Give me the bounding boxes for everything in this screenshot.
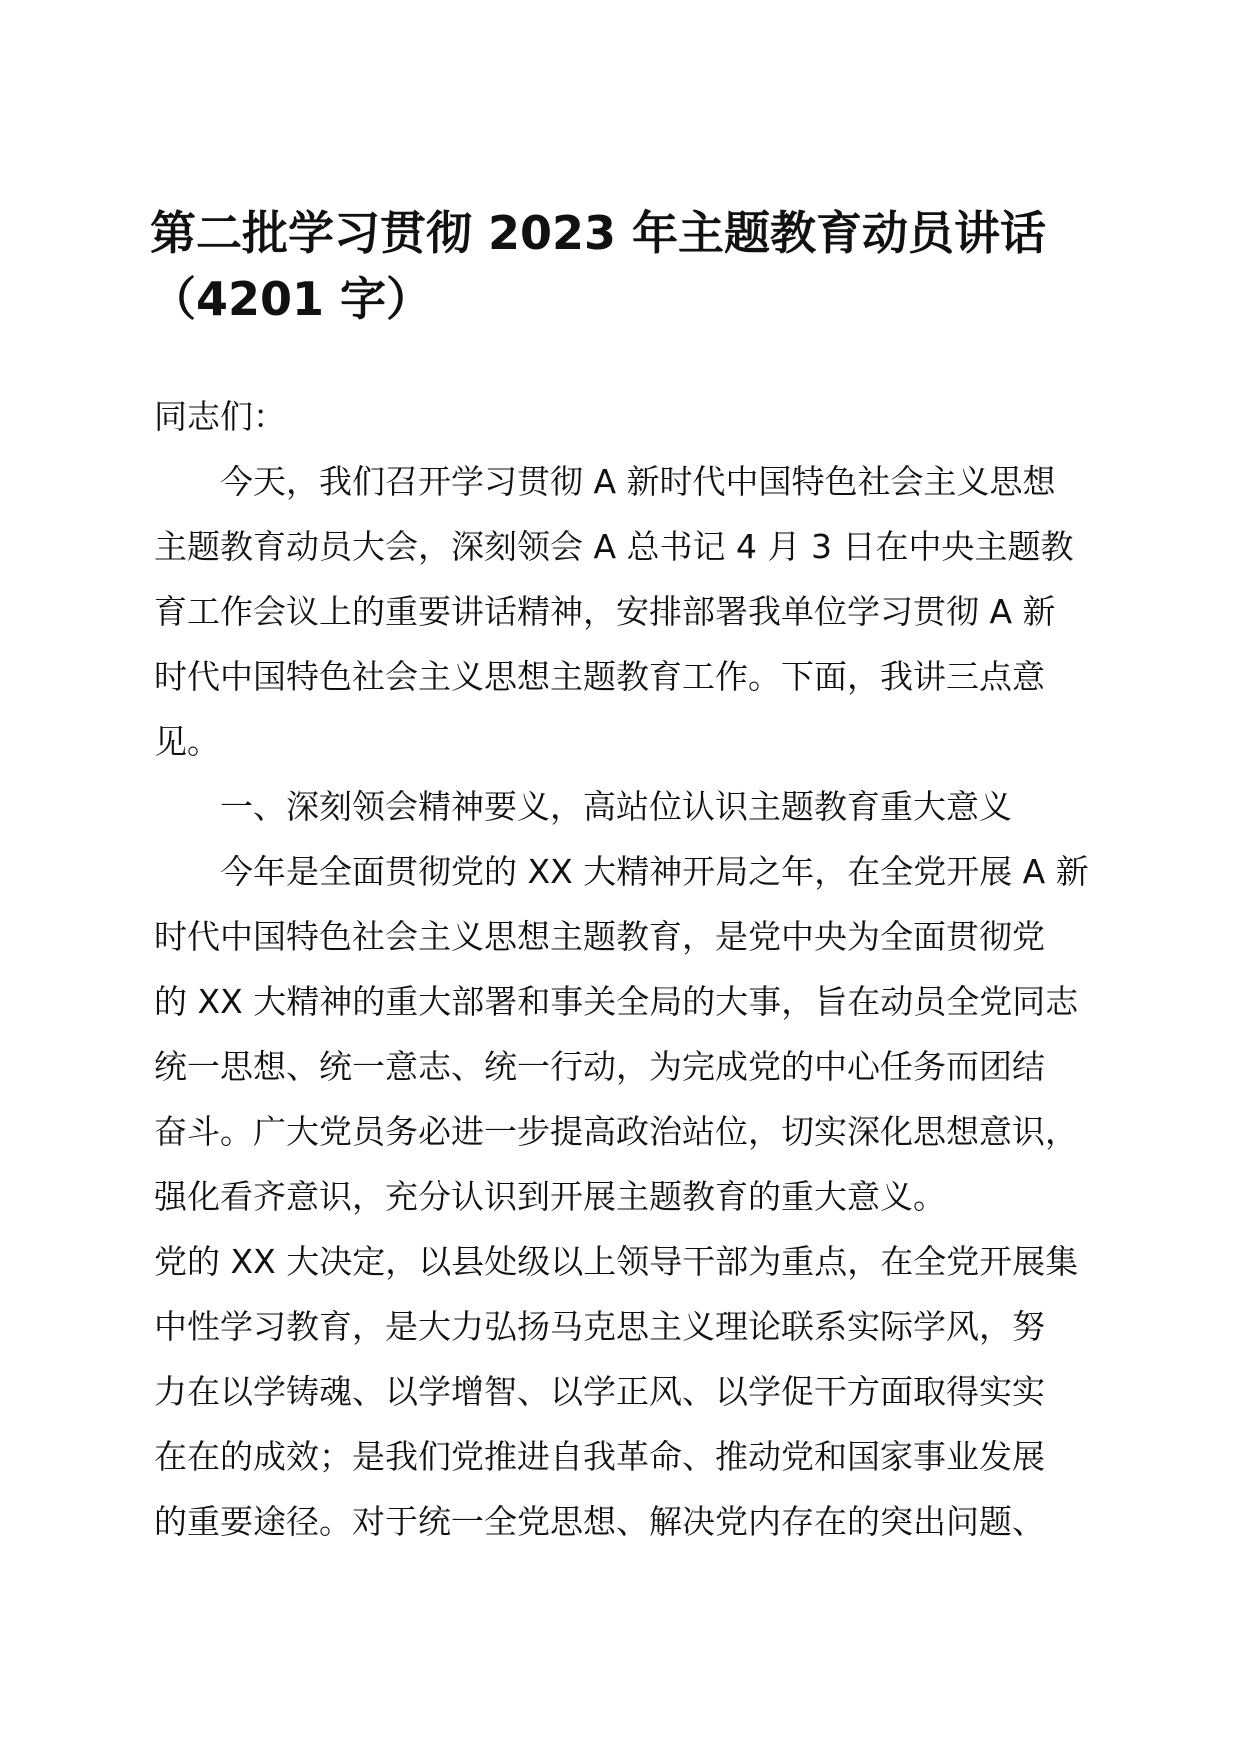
- text-line: 今天，我们召开学习贯彻 A 新时代中国特色社会主义思想: [220, 462, 1056, 501]
- text-line: 党的 XX 大决定，以县处级以上领导干部为重点，在全党开展集: [154, 1242, 1079, 1281]
- greeting: 同志们：: [154, 397, 286, 436]
- text-line: 奋斗。广大党员务必进一步提高政治站位，切实深化思想意识，: [154, 1112, 1078, 1151]
- text-line: 在在的成效；是我们党推进自我革命、推动党和国家事业发展: [154, 1437, 1045, 1476]
- document-body: [154, 384, 1114, 1554]
- text-line: 时代中国特色社会主义思想主题教育，是党中央为全面贯彻党: [154, 917, 1045, 956]
- text-line: 育工作会议上的重要讲话精神，安排部署我单位学习贯彻 A 新: [154, 592, 1056, 631]
- text-line: 的重要途径。对于统一全党思想、解决党内存在的突出问题、: [154, 1502, 1045, 1541]
- document-title: [150, 200, 1090, 332]
- text-line: 中性学习教育，是大力弘扬马克思主义理论联系实际学风，努: [154, 1307, 1045, 1346]
- text-line: 的 XX 大精神的重大部署和事关全局的大事，旨在动员全党同志: [154, 982, 1079, 1021]
- text-line: 见。: [154, 722, 220, 761]
- text-line: 时代中国特色社会主义思想主题教育工作。下面，我讲三点意: [154, 657, 1045, 696]
- section-heading: 一、深刻领会精神要义，高站位认识主题教育重大意义: [220, 787, 1012, 826]
- title-line-1: 第二批学习贯彻 2023 年主题教育动员讲话: [150, 206, 1047, 260]
- text-line: 今年是全面贯彻党的 XX 大精神开局之年，在全党开展 A 新: [220, 852, 1089, 891]
- text-line: 主题教育动员大会，深刻领会 A 总书记 4 月 3 日在中央主题教: [154, 527, 1074, 566]
- text-line: 力在以学铸魂、以学增智、以学正风、以学促干方面取得实实: [154, 1372, 1045, 1411]
- text-line: 统一思想、统一意志、统一行动，为完成党的中心任务而团结: [154, 1047, 1045, 1086]
- text-line: 强化看齐意识，充分认识到开展主题教育的重大意义。: [154, 1177, 946, 1216]
- title-line-2: （4201 字）: [150, 272, 433, 326]
